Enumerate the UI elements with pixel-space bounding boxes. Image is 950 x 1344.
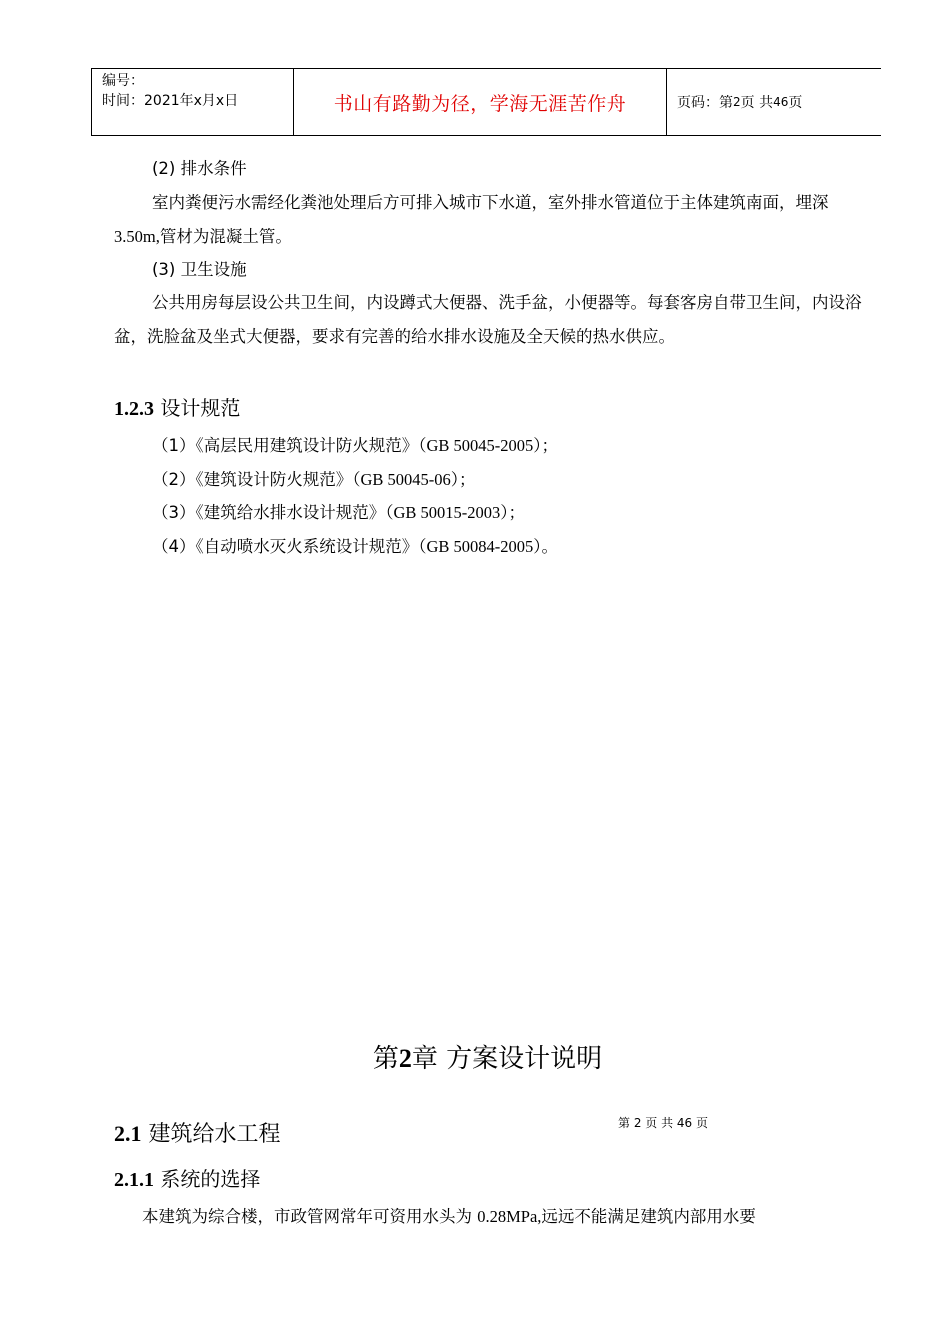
document-date-label: 时间：2021年x月x日 — [102, 93, 239, 109]
page-total: 46 — [773, 95, 789, 109]
chapter-suffix: 章 方案设计说明 — [411, 1044, 603, 1074]
section-number: 2.1.1 — [114, 1169, 154, 1191]
page-footer: 第 2 页 共 46 页 — [618, 1116, 708, 1130]
standard-index: （4） — [152, 537, 196, 556]
section-number: 2.1 — [114, 1121, 142, 1146]
drainage-paragraph — [114, 186, 862, 254]
system-selection-paragraph — [114, 1200, 862, 1234]
page-mid: 页 共 — [740, 95, 774, 111]
header-info-cell — [92, 69, 294, 135]
standard-name: 《自动喷水灭火系统设计规范》 — [195, 537, 419, 556]
standard-code: （GB 50015-2003）； — [385, 503, 526, 522]
section-title: 系统的选择 — [160, 1167, 261, 1191]
system-pressure: 0.28MPa, — [477, 1207, 542, 1226]
header-page-info — [667, 69, 881, 135]
standard-name: 《高层民用建筑设计防火规范》 — [195, 436, 419, 455]
standard-code: （GB 50045-2005）； — [418, 436, 559, 455]
page-header — [91, 68, 881, 136]
standard-code: （GB 50045-06）； — [352, 470, 476, 489]
standard-item — [152, 496, 525, 529]
system-text-a: 本建筑为综合楼，市政管网常年可资用水头为 — [142, 1207, 472, 1226]
standard-name: 《建筑设计防火规范》 — [195, 470, 353, 489]
page-current: 2 — [733, 95, 741, 109]
standard-index: （3） — [152, 503, 196, 522]
page-prefix: 页码：第 — [677, 95, 733, 111]
drainage-depth: 3.50m, — [114, 227, 160, 246]
document-number-label: 编号： — [102, 73, 144, 89]
drainage-text-a: 室内粪便污水需经化粪池处理后方可排入城市下水道，室外排水管道位于主体建筑南面，埋深 — [152, 193, 829, 212]
standard-name: 《建筑给水排水设计规范》 — [195, 503, 386, 522]
section-heading-2-1-1 — [114, 1163, 260, 1192]
standard-item — [152, 530, 558, 563]
section-title: 设计规范 — [160, 396, 241, 420]
section-heading-1-2-3 — [114, 392, 240, 421]
section-number: 1.2.3 — [114, 398, 154, 420]
sanitary-paragraph: 公共用房每层设公共卫生间，内设蹲式大便器、洗手盆，小便器等。每套客房自带卫生间，内设浴盆，洗脸盆及坐式大便器，要求有完善的给水排水设施及全天候的热水供应。 — [114, 293, 862, 346]
standard-index: （2） — [152, 470, 196, 489]
chapter-title — [0, 1038, 950, 1075]
drainage-heading: (2) 排水条件 — [152, 159, 247, 178]
system-text-b: 远远不能满足建筑内部用水要 — [541, 1207, 756, 1226]
standard-code: （GB 50084-2005）。 — [418, 537, 559, 556]
section-heading-2-1 — [114, 1117, 281, 1148]
section-title: 建筑给水工程 — [148, 1122, 281, 1147]
header-motto: 书山有路勤为径，学海无涯苦作舟 — [294, 69, 667, 135]
sanitary-heading: (3) 卫生设施 — [152, 260, 247, 279]
standard-item — [152, 463, 476, 496]
standard-index: （1） — [152, 436, 196, 455]
page-suffix: 页 — [788, 95, 803, 111]
chapter-prefix: 第 — [372, 1044, 399, 1074]
chapter-number: 2 — [398, 1044, 412, 1073]
standard-item — [152, 429, 558, 462]
drainage-text-b: 管材为混凝土管。 — [159, 227, 292, 246]
